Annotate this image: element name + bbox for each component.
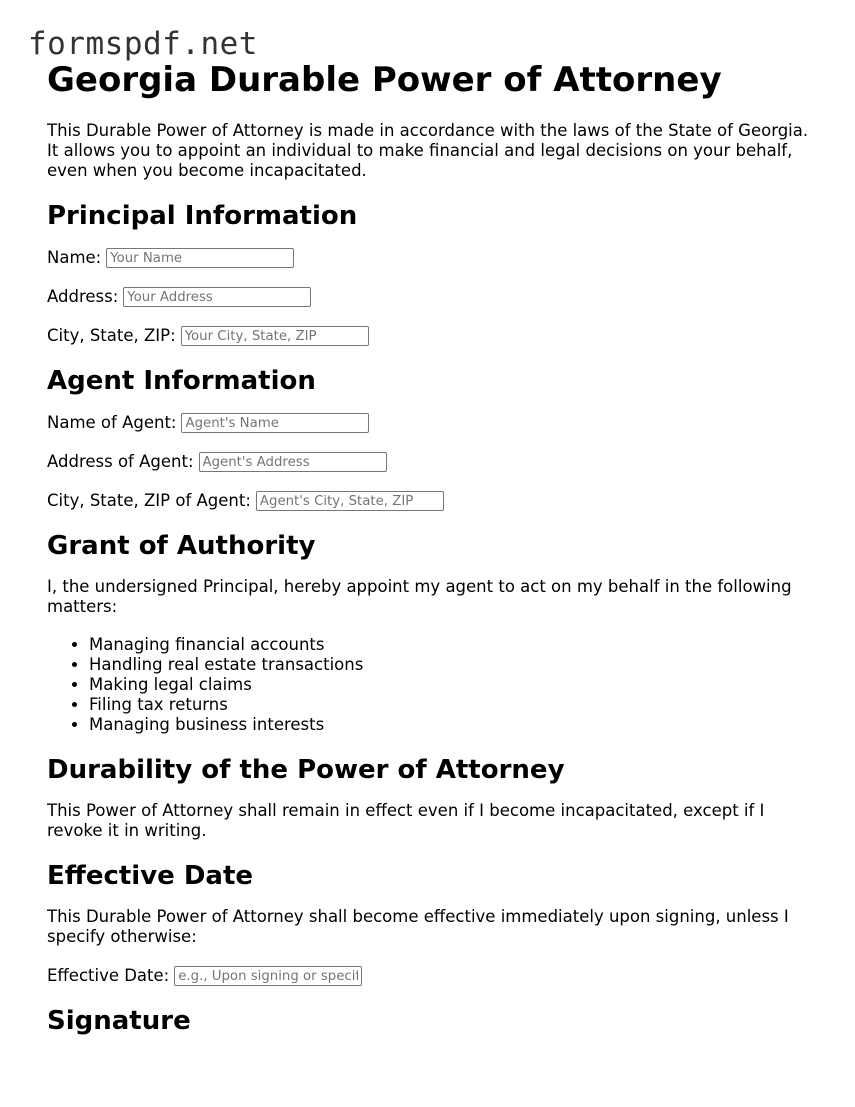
list-item: • Making legal claims	[89, 675, 817, 695]
agent-name-label: Name of Agent:	[47, 413, 177, 432]
agent-name-input[interactable]	[181, 413, 369, 433]
principal-city-input[interactable]	[181, 326, 369, 346]
signature-section	[47, 1004, 817, 1038]
agent-address-input[interactable]	[199, 452, 387, 472]
list-item: • Filing tax returns	[89, 695, 817, 715]
document-page	[47, 58, 817, 1052]
durability-section	[47, 753, 817, 841]
agent-section	[47, 364, 817, 512]
grant-heading: Grant of Authority	[47, 531, 316, 561]
agent-city-field	[47, 490, 817, 512]
effective-paragraph: This Durable Power of Attorney shall become effective immediately upon signing, unless I specify otherwise:	[47, 907, 789, 946]
principal-name-input[interactable]	[106, 248, 294, 268]
page-title: Georgia Durable Power of Attorney	[47, 60, 722, 100]
effective-heading: Effective Date	[47, 861, 254, 891]
list-item: • Managing financial accounts	[89, 635, 817, 655]
principal-address-input[interactable]	[123, 287, 311, 307]
agent-city-input[interactable]	[256, 491, 444, 511]
effective-date-label: Effective Date:	[47, 966, 170, 985]
agent-address-label: Address of Agent:	[47, 452, 194, 471]
list-item: • Managing business interests	[89, 715, 817, 735]
principal-address-field	[47, 286, 817, 308]
authority-list	[47, 635, 817, 735]
principal-city-label: City, State, ZIP:	[47, 326, 176, 345]
agent-heading: Agent Information	[47, 366, 316, 396]
principal-city-field	[47, 325, 817, 347]
agent-name-field	[47, 412, 817, 434]
principal-name-label: Name:	[47, 248, 102, 267]
principal-address-label: Address:	[47, 287, 119, 306]
principal-heading: Principal Information	[47, 201, 358, 231]
durability-heading: Durability of the Power of Attorney	[47, 755, 565, 785]
effective-date-field	[47, 965, 817, 987]
principal-section	[47, 199, 817, 347]
grant-paragraph: I, the undersigned Principal, hereby appoint my agent to act on my behalf in the following matters:	[47, 577, 792, 616]
list-item: • Handling real estate transactions	[89, 655, 817, 675]
signature-heading: Signature	[47, 1006, 191, 1036]
effective-section	[47, 859, 817, 987]
principal-name-field	[47, 247, 817, 269]
grant-section	[47, 529, 817, 735]
intro-paragraph: This Durable Power of Attorney is made in accordance with the laws of the State of Georgia. It allows you to appoint an individual to make financial and legal decisions on your behalf, even when you become incapacitated.	[47, 121, 809, 180]
watermark: formspdf.net	[28, 26, 258, 62]
effective-date-input[interactable]	[174, 966, 362, 986]
agent-city-label: City, State, ZIP of Agent:	[47, 491, 251, 510]
agent-address-field	[47, 451, 817, 473]
durability-paragraph: This Power of Attorney shall remain in effect even if I become incapacitated, except if I revoke it in writing.	[47, 801, 765, 840]
